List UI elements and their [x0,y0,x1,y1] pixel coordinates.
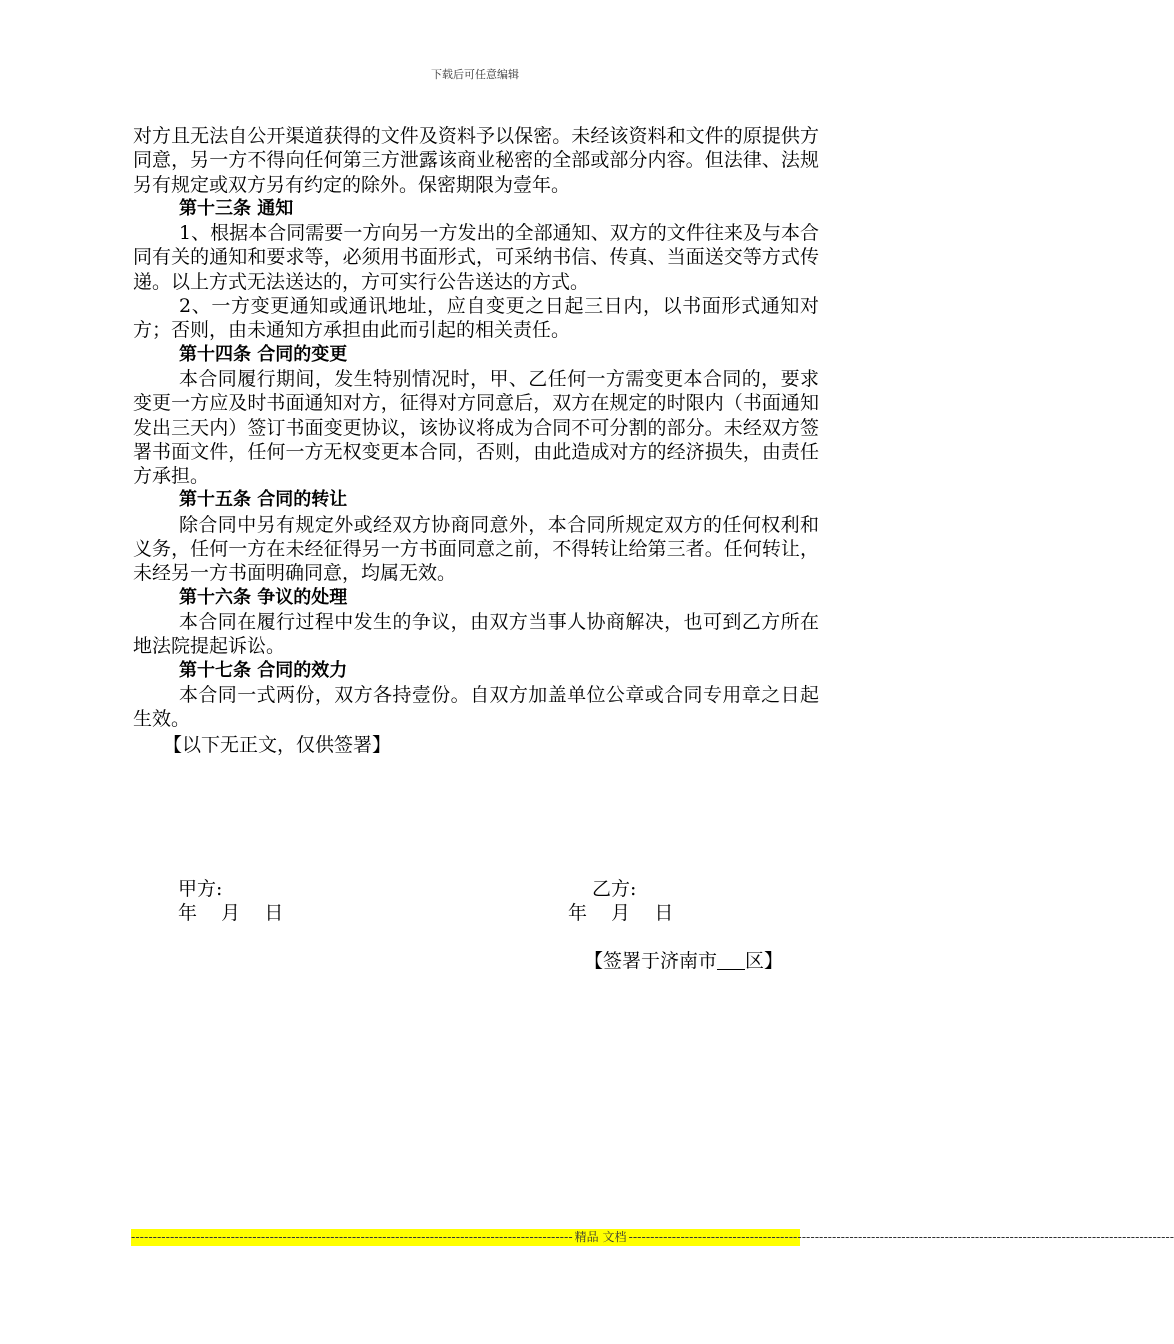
article-13-clause-2: 2、一方变更通知或通讯地址，应自变更之日起三日内，以书面形式通知对方；否则，由未通知方承担由此而引起的相关责任。 [133,295,819,342]
article-15-heading: 第十五条 合同的转让 [179,489,348,511]
confidentiality-paragraph: 对方且无法自公开渠道获得的文件及资料予以保密。未经该资料和文件的原提供方同意，另一方不得向任何第三方泄露该商业秘密的全部或部分内容。但法律、法规另有规定或双方另有约定的除外。保密期限为壹年。 [133,125,819,196]
article-13-clause-1: 1、根据本合同需要一方向另一方发出的全部通知、双方的文件往来及与本合同有关的通知和要求等，必须用书面形式，可采纳书信、传真、当面送交等方式传递。以上方式无法送达的，方可实行公告送达的方式。 [133,222,819,293]
article-13-heading: 第十三条 通知 [179,197,294,219]
page-header-note: 下载后可任意编辑 [431,68,519,81]
signing-location-suffix: 区】 [745,950,784,972]
contract-body [133,124,819,758]
party-b-label: 乙方: [592,878,637,900]
party-b-date: 年 月 日 [568,902,674,924]
signing-location-prefix: 【签署于济南市 [584,950,718,972]
article-14-paragraph: 本合同履行期间，发生特别情况时，甲、乙任何一方需变更本合同的，要求变更一方应及时书面通知对方，征得对方同意后，双方在规定的时限内（书面通知发出三天内）签订书面变更协议，该协议将成为合同不可分割的部分。未经双方签署书面文件，任何一方无权变更本合同，否则，由此造成对方的经济损失，由责任方承担。 [133,367,819,488]
article-17-paragraph: 本合同一式两份，双方各持壹份。自双方加盖单位公章或合同专用章之日起生效。 [133,683,819,731]
party-a-label: 甲方: [178,878,223,900]
party-a-date: 年 月 日 [178,902,284,924]
footer-label: 精品 文档 [574,1230,627,1244]
article-14-heading: 第十四条 合同的变更 [179,343,348,365]
article-15-paragraph: 除合同中另有规定外或经双方协商同意外，本合同所规定双方的任何权利和义务，任何一方在未经征得另一方书面同意之前，不得转让给第三者。任何转让，未经另一方书面明确同意，均属无效。 [133,513,819,585]
signature-only-note: 【以下无正文，仅供签署】 [163,734,392,757]
article-16-paragraph: 本合同在履行过程中发生的争议，由双方当事人协商解决，也可到乙方所在地法院提起诉讼。 [133,610,819,658]
signing-location [584,946,783,973]
article-17-heading: 第十七条 合同的效力 [179,659,348,681]
footer-dashes-right: ------------------------------------------------------------------------------------------------------------------------------ [628,1230,1174,1244]
district-blank [717,951,745,970]
footer-dashes-left: ------------------------------------------------------------------------------------------------------ [131,1230,573,1244]
footer-banner [131,1229,1174,1246]
article-16-heading: 第十六条 争议的处理 [179,586,348,608]
